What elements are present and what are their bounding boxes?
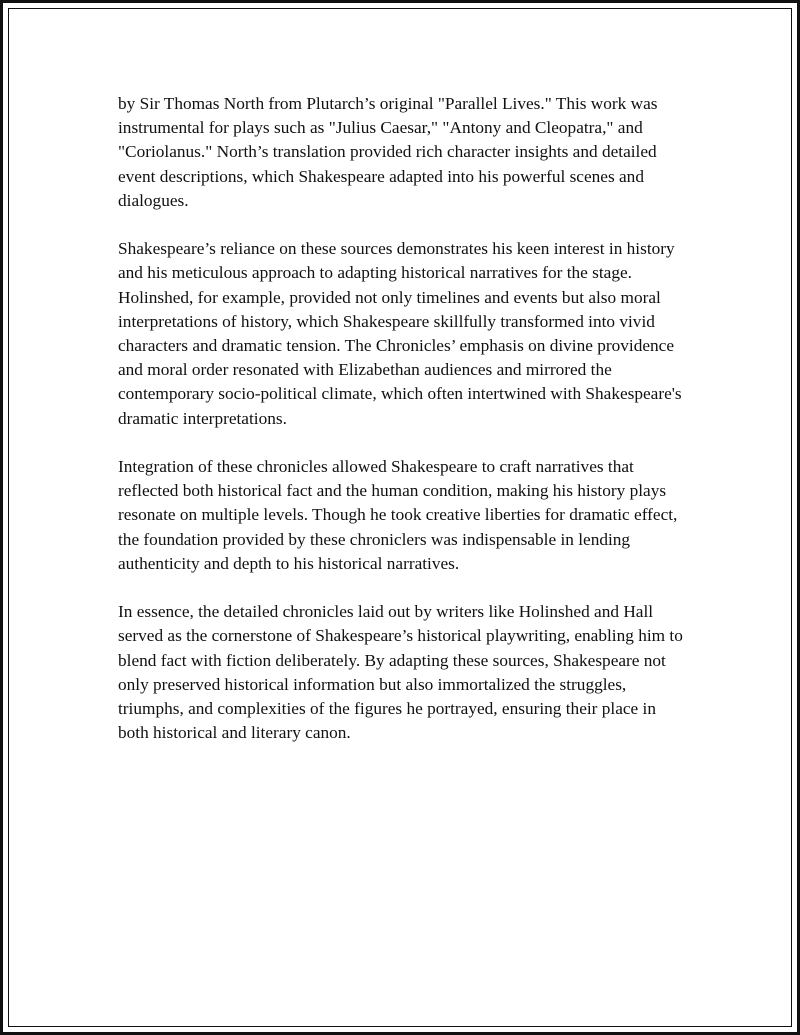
- paragraph-4: In essence, the detailed chronicles laid out by writers like Holinshed and Hall served as the cornerstone of Shakespeare’s historical playwriting, enabling him to blend fact with fiction deliberately. By adapting these sources, Shakespeare not only preserved historical information but also immortalized the struggles, triumphs, and complexities of the figures he portrayed, ensuring their place in both historical and literary canon.: [118, 602, 683, 743]
- paragraph-3: Integration of these chronicles allowed Shakespeare to craft narratives that reflected both historical fact and the human condition, making his history plays resonate on multiple levels. Though he took creative liberties for dramatic effect, the foundation provided by these chroniclers was indispensable in lending authenticity and depth to his historical narratives.: [118, 457, 678, 573]
- document-body: [118, 92, 688, 770]
- paragraph-2: Shakespeare’s reliance on these sources demonstrates his keen interest in history and his meticulous approach to adapting historical narratives for the stage. Holinshed, for example, provided not only timelines and events but also moral interpretations of history, which Shakespeare skillfully transformed into vivid characters and dramatic tension. The Chronicles’ emphasis on divine providence and moral order resonated with Elizabethan audiences and mirrored the contemporary socio-political climate, which often intertwined with Shakespeare's dramatic interpretations.: [118, 239, 682, 428]
- paragraph-1: by Sir Thomas North from Plutarch’s original "Parallel Lives." This work was instrumental for plays such as "Julius Caesar," "Antony and Cleopatra," and "Coriolanus." North’s translation provided rich character insights and detailed event descriptions, which Shakespeare adapted into his powerful scenes and dialogues.: [118, 94, 658, 210]
